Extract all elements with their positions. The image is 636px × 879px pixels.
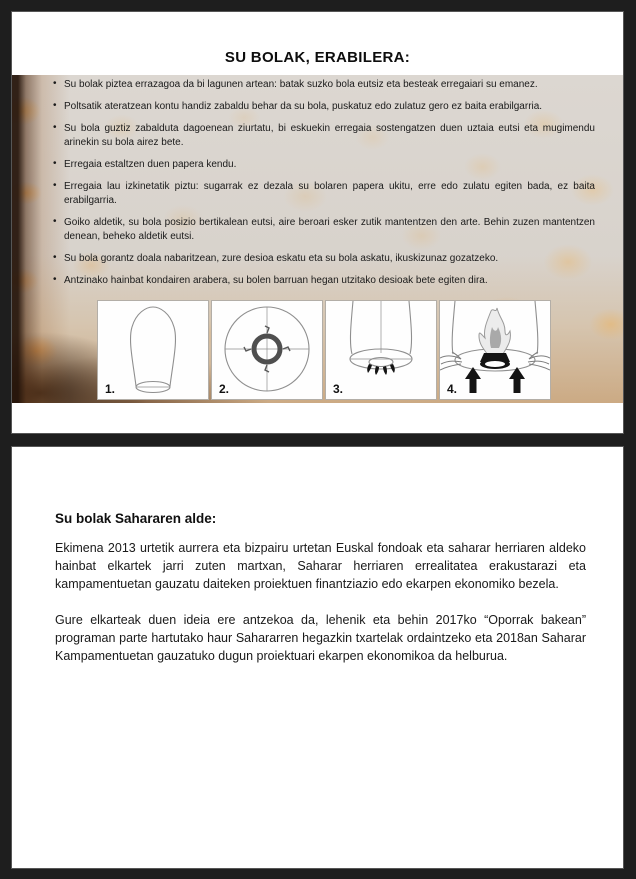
body-paragraph: Gure elkarteak duen ideia ere antzekoa da, lehenik eta behin 2017ko “Oporrak bakean” programan parte hartutako haur Sahararren hegazkin txartelak ordaintzeko eta 2018an Saharar Kampamentuetan gauzatuko dugun proiektuari ekarpen ekonomikoa da helburua.	[55, 613, 586, 663]
step-number: 2.	[219, 382, 230, 396]
instruction-bullet: • Su bola gorantz doala nabaritzean, zure desioa eskatu eta su bola askatu, ikuskizunaz gozatzeko.	[64, 252, 595, 266]
body-paragraph: Ekimena 2013 urtetik aurrera eta bizpairu urtetan Euskal fondoak eta saharar herriaren aldeko hainbat elkartek jarri zuten martxan, Saharar herriaren errealitatea erakustarazi eta kampamentuetan gauzatu daiteken proiektuen finantziazio edo ekarpen ekonomiko bezela.	[55, 541, 586, 591]
page-1	[12, 12, 623, 433]
step-number: 1.	[105, 382, 116, 396]
instruction-bullet: • Su bolak piztea errazagoa da bi lagunen artean: batak suzko bola eutsiz eta besteak erregaiari su emanez.	[64, 78, 595, 92]
page2-text-block	[55, 511, 586, 683]
page-2	[12, 447, 623, 868]
instruction-bullet: • Antzinako hainbat kondairen arabera, su bolen barruan hegan utzitako desioak bete egiten dira.	[64, 274, 595, 288]
step-number: 4.	[447, 382, 458, 396]
instruction-bullet: • Su bola guztiz zabalduta dagoenean ziurtatu, bi eskuekin erregaia sostengatzen duen uztaia eutsi eta mugimendu arinekin su bola airez bete.	[64, 122, 595, 150]
instruction-bullet: • Goiko aldetik, su bola posizio bertikalean eutsi, aire beroari esker zutik mantentzen den arte. Behin zuzen mantentzen denean, beheko aldetik eutsi.	[64, 216, 595, 244]
step-number: 3.	[333, 382, 344, 396]
section-heading: Su bolak Sahararen alde:	[55, 511, 217, 526]
lantern-photo-background	[12, 75, 623, 403]
instruction-bullet: • Erregaia lau izkinetatik piztu: sugarrak ez dezala su bolaren papera ukitu, erre edo zulatu egiten bada, ez baita erabilgarria.	[64, 180, 595, 208]
step-2-box	[211, 300, 323, 400]
page-title: SU BOLAK, ERABILERA:	[224, 49, 411, 66]
instructions-list	[12, 78, 623, 296]
steps-diagram-row	[97, 300, 551, 400]
instruction-bullet: • Poltsatik ateratzean kontu handiz zabaldu behar da su bola, puskatuz edo zulatuz gero ez baita erabilgarria.	[64, 100, 595, 114]
instruction-bullet: • Erregaia estaltzen duen papera kendu.	[64, 158, 595, 172]
step-4-box	[439, 300, 551, 400]
step-1-box	[97, 300, 209, 400]
step-3-box	[325, 300, 437, 400]
